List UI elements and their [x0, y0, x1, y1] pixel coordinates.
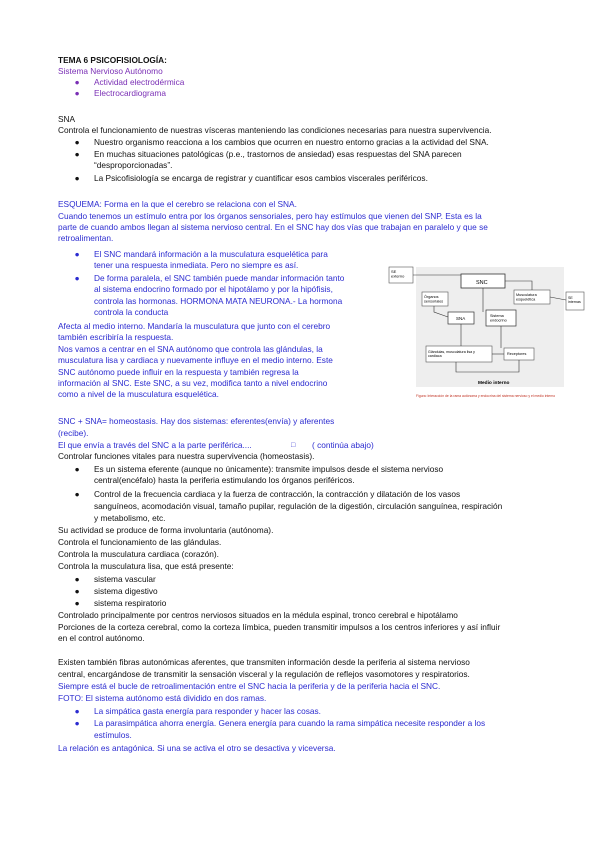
paragraph: Controla la musculatura cardiaca (corazón).	[58, 549, 219, 559]
list-item: Nuestro organismo reacciona a los cambios que ocurren en nuestro entorno gracias a la actividad del SNA.	[94, 137, 489, 147]
list-item: La Psicofisiología se encarga de registrar y cuantificar esos cambios viscerales periféricos.	[94, 173, 428, 183]
paragraph: retroalimentan.	[58, 233, 114, 243]
paragraph: (recibe).	[58, 428, 89, 438]
list-item: sistema vascular	[94, 574, 156, 584]
arrow-icon: □	[291, 442, 296, 449]
bullet-icon: ●	[74, 574, 80, 584]
paragraph: SNC autónomo puede influir en la respuesta y también regresa la	[58, 367, 299, 377]
label-musc: Musculatura esquelética	[516, 293, 537, 302]
paragraph: Existen también fibras autonómicas aferentes, que transmiten información desde la periferia al sistema nervioso	[58, 657, 470, 667]
list-item: La parasimpática ahorra energía. Genera energía para cuando la rama simpática necesite responder a los	[94, 718, 486, 728]
list-item: El SNC mandará información a la musculatura esquelética para	[94, 249, 328, 259]
paragraph: como a nivel de la musculatura esquelética.	[58, 389, 219, 399]
paragraph: Su actividad se produce de forma involuntaria (autónoma).	[58, 525, 274, 535]
list-item: sistema respiratorio	[94, 598, 167, 608]
label-sna: SNA	[456, 316, 466, 321]
bullet-icon: ●	[74, 718, 80, 728]
bullet-icon: ●	[74, 137, 80, 147]
list-item: controla las hormonas. HORMONA MATA NEURONA.- La hormona	[94, 296, 343, 306]
paragraph: ( continúa abajo)	[312, 440, 374, 450]
list-item: controla la conducta	[94, 307, 169, 317]
paragraph: Porciones de la corteza cerebral, como la corteza límbica, pueden transmitir impulsos a los centros inferiores y así influir	[58, 622, 501, 632]
paragraph: Controla el funcionamiento de nuestras vísceras manteniendo las condiciones necesarias para nuestra supervivencia.	[58, 125, 492, 135]
bullet-icon: ●	[74, 173, 80, 183]
list-item: Control de la frecuencia cardiaca y la fuerza de contracción, la contracción y dilatación de los vasos	[94, 489, 461, 499]
bullet-icon: ●	[74, 273, 80, 283]
bullet-icon: ●	[74, 249, 80, 259]
list-item: estímulos.	[94, 730, 132, 740]
label-internal: SE internas	[568, 296, 581, 305]
bullet-icon: ●	[74, 598, 80, 608]
list-item: tener una respuesta inmediata. Pero no siempre es así.	[94, 260, 299, 270]
paragraph: Controlar funciones vitales para nuestra supervivencia (homeostasis).	[58, 451, 315, 461]
paragraph: FOTO: El sistema autónomo está dividido en dos ramas.	[58, 693, 267, 703]
paragraph: en el control autónomo.	[58, 633, 145, 643]
intro-bullet: Electrocardiograma	[94, 88, 166, 98]
section-heading: ESQUEMA: Forma en la que el cerebro se relaciona con el SNA.	[58, 199, 297, 209]
list-item: al sistema endocrino formado por el hipotálamo y por la hipófisis,	[94, 284, 333, 294]
list-item: central(encéfalo) hasta la periferia estimulando los órganos periféricos.	[94, 475, 355, 485]
paragraph: SNC + SNA= homeostasis. Hay dos sistemas: eferentes(envía) y aferentes	[58, 416, 335, 426]
label-snc: SNC	[476, 280, 488, 286]
label-external: SE externo	[391, 269, 405, 279]
list-item: La simpática gasta energía para responder y hacer las cosas.	[94, 706, 321, 716]
label-endocrine: Sistema endocrino	[490, 314, 507, 323]
diagram-caption: Figura: Interacción de la rama autónoma y endocrina del sistema nervioso y el medio interno	[416, 394, 556, 398]
bullet-icon: ●	[74, 586, 80, 596]
sna-diagram	[386, 262, 586, 412]
paragraph: Cuando tenemos un estímulo entra por los órganos sensoriales, pero hay estímulos que vienen del SNP. Esta es la	[58, 211, 482, 221]
list-item: “desproporcionadas”.	[94, 160, 173, 170]
label-receptors: Receptores	[507, 352, 527, 356]
list-item: De forma paralela, el SNC también puede mandar información tanto	[94, 273, 345, 283]
page-title: TEMA 6 PSICOFISIOLOGÍA:	[58, 55, 167, 65]
paragraph: Controla la musculatura lisa, que está presente:	[58, 561, 234, 571]
paragraph: central, encargándose de transmitir la sensación visceral y la regulación de reflejos vasomotores y respiratorios.	[58, 669, 470, 679]
paragraph: también escribiría la respuesta.	[58, 332, 174, 342]
paragraph: Nos vamos a centrar en el SNA autónomo que controla las glándulas, la	[58, 344, 323, 354]
paragraph: Controla el funcionamiento de las glándulas.	[58, 537, 222, 547]
paragraph: Controlado principalmente por centros nerviosos situados en la médula espinal, tronco cerebral e hipotálamo	[58, 610, 458, 620]
paragraph: parte de cuando ambos llegan al sistema nervioso central. En el SNC hay dos vías que trabajan en paralelo y que se	[58, 222, 488, 232]
list-item: sanguíneos, acomodación visual, tamaño pupilar, regulación de la digestión, circulación sanguínea, respiración	[94, 501, 503, 511]
paragraph: información al SNC. Este SNC, a su vez, modifica tanto a nivel endocrino	[58, 378, 328, 388]
bullet-icon: ●	[74, 464, 80, 474]
paragraph: Siempre está el bucle de retroalimentación entre el SNC hacia la periferia y de la periferia hacia el SNC.	[58, 681, 441, 691]
paragraph: musculatura lisa y cardiaca y nuevamente influye en el medio interno. Este	[58, 355, 333, 365]
paragraph: El que envía a través del SNC a la parte periférica....	[58, 440, 252, 450]
list-item: y metabolismo, etc.	[94, 513, 166, 523]
section-heading: SNA	[58, 114, 76, 124]
bullet-icon: ●	[74, 149, 80, 159]
list-item: Es un sistema eferente (aunque no únicamente): transmite impulsos desde el sistema nervioso	[94, 464, 444, 474]
paragraph: La relación es antagónica. Si una se activa el otro se desactiva y viceversa.	[58, 743, 336, 753]
bullet-icon: ●	[74, 489, 80, 499]
list-item: En muchas situaciones patológicas (p.e., trastornos de ansiedad) esas respuestas del SNA parecen	[94, 149, 462, 159]
label-sensory: Órganos sensoriales	[424, 295, 444, 304]
label-glands: Glándulas, musculatura lisa y cardiaca	[428, 350, 475, 359]
subtitle: Sistema Nervioso Autónomo	[58, 66, 163, 76]
intro-bullet: Actividad electrodérmica	[94, 77, 185, 87]
bullet-icon: ●	[74, 77, 80, 87]
list-item: sistema digestivo	[94, 586, 158, 596]
paragraph: Afecta al medio interno. Mandaría la musculatura que junto con el cerebro	[58, 321, 331, 331]
bullet-icon: ●	[74, 706, 80, 716]
label-medio: Medio interno	[478, 381, 510, 386]
bullet-icon: ●	[74, 88, 80, 98]
